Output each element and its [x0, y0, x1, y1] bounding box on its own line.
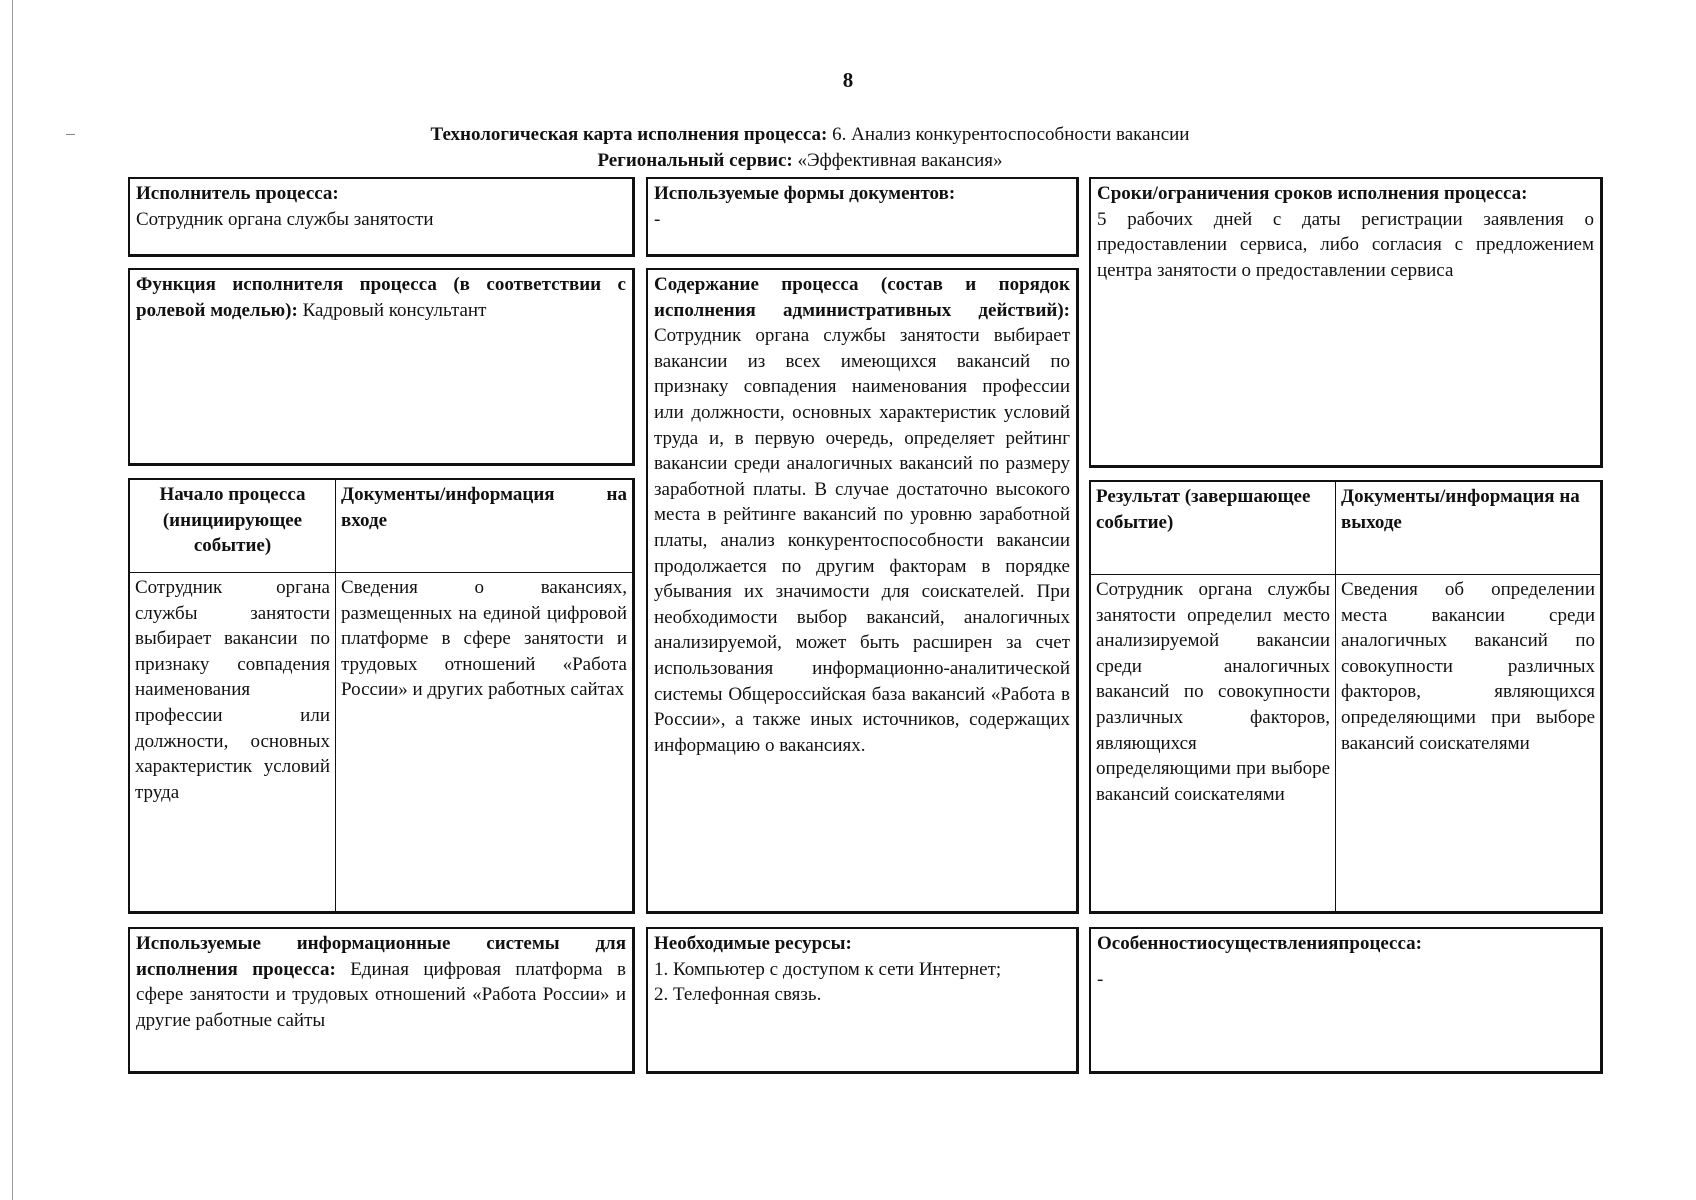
deadlines-value: 5 рабочих дней с даты регистрации заявления о предоставлении сервиса, либо согласия с предложением центра занятости о предоставлении сервиса	[1097, 208, 1594, 281]
resources-label: Необходимые ресурсы:	[654, 933, 852, 954]
result-value: Сотрудник органа службы занятости определил место анализируемой вакансии среди аналогичных вакансий по совокупности различных факторов, являющихся определяющими при выборе вакансий соискателями	[1091, 575, 1336, 911]
executor-box	[128, 177, 635, 257]
scan-edge-line	[12, 0, 13, 1200]
resources-box	[646, 927, 1079, 1074]
deadlines-label: Сроки/ограничения сроков исполнения процесса:	[1097, 183, 1528, 204]
page-subtitle	[300, 150, 1300, 172]
start-value: Сотрудник органа службы занятости выбирает вакансии по признаку совпадения наименования профессии или должности, основных характеристик условий труда	[130, 573, 336, 911]
resource-item: 2. Телефонная связь.	[654, 984, 822, 1006]
info-systems-value: Единая цифровая платформа в сфере занятости и трудовых отношений «Работа России» и другие работные сайты	[136, 958, 626, 1031]
title-value: 6. Анализ конкурентоспособности вакансии	[832, 124, 1190, 145]
start-input-table	[128, 478, 635, 914]
page-title	[0, 124, 1620, 146]
resource-item: 1. Компьютер с доступом к сети Интернет;	[654, 958, 1002, 980]
input-docs-value: Сведения о вакансиях, размещенных на единой цифровой платформе в сфере занятости и трудовых отношений «Работа России» и других работных сайтах	[341, 577, 627, 701]
executor-label: Исполнитель процесса:	[136, 183, 339, 204]
subtitle-value: «Эффективная вакансия»	[797, 150, 1003, 171]
content-box	[646, 268, 1079, 914]
start-header: Начало процесса (инициирующее событие)	[130, 480, 336, 573]
info-systems-label: Используемые информационные системы для исполнения процесса:	[136, 933, 626, 980]
output-docs-header: Документы/информация на выходе	[1336, 482, 1600, 575]
function-box	[128, 268, 635, 466]
deadlines-box	[1089, 177, 1603, 468]
forms-value: -	[654, 208, 661, 230]
page-number: 8	[842, 68, 854, 92]
result-header: Результат (завершающее событие)	[1091, 482, 1336, 575]
forms-label: Используемые формы документов:	[654, 183, 956, 204]
content-value: Сотрудник органа службы занятости выбирает вакансии из всех имеющихся вакансий по признаку совпадения наименования профессии или должности, основных характеристик условий труда и, в первую очередь, определяет рейтинг вакансии среди аналогичных вакансий по размеру заработной платы. В случае достаточно высокого места в рейтинге вакансий по уровню заработной платы, анализ конкурентоспособности вакансии продолжается по другим факторам в порядке убывания их значимости для соискателей. При необходимости выбор вакансий, аналогичных анализируемой, может быть расширен за счет использования информационно-аналитической системы Общероссийская база вакансий «Работа в России», а также иных источников, содержащих информацию о вакансиях.	[654, 325, 1070, 756]
features-label: Особенностиосуществленияпроцесса:	[1097, 933, 1422, 954]
function-label: Функция исполнителя процесса (в соответствии с ролевой моделью):	[136, 274, 626, 321]
output-docs-value: Сведения об определении места вакансии среди аналогичных вакансий по совокупности различных факторов, являющихся определяющими при выборе вакансий соискателями	[1341, 579, 1595, 754]
features-value: -	[1097, 968, 1104, 990]
features-box	[1089, 927, 1603, 1074]
title-label: Технологическая карта исполнения процесса:	[430, 124, 828, 145]
forms-box	[646, 177, 1079, 257]
function-value: Кадровый консультант	[302, 299, 487, 321]
info-systems-box	[128, 927, 635, 1074]
content-label: Содержание процесса (состав и порядок исполнения административных действий):	[654, 274, 1070, 321]
executor-value: Сотрудник органа службы занятости	[136, 208, 434, 230]
result-output-table	[1089, 480, 1603, 914]
subtitle-label: Региональный сервис:	[597, 150, 793, 171]
input-docs-header: Документы/информация на входе	[336, 480, 632, 573]
